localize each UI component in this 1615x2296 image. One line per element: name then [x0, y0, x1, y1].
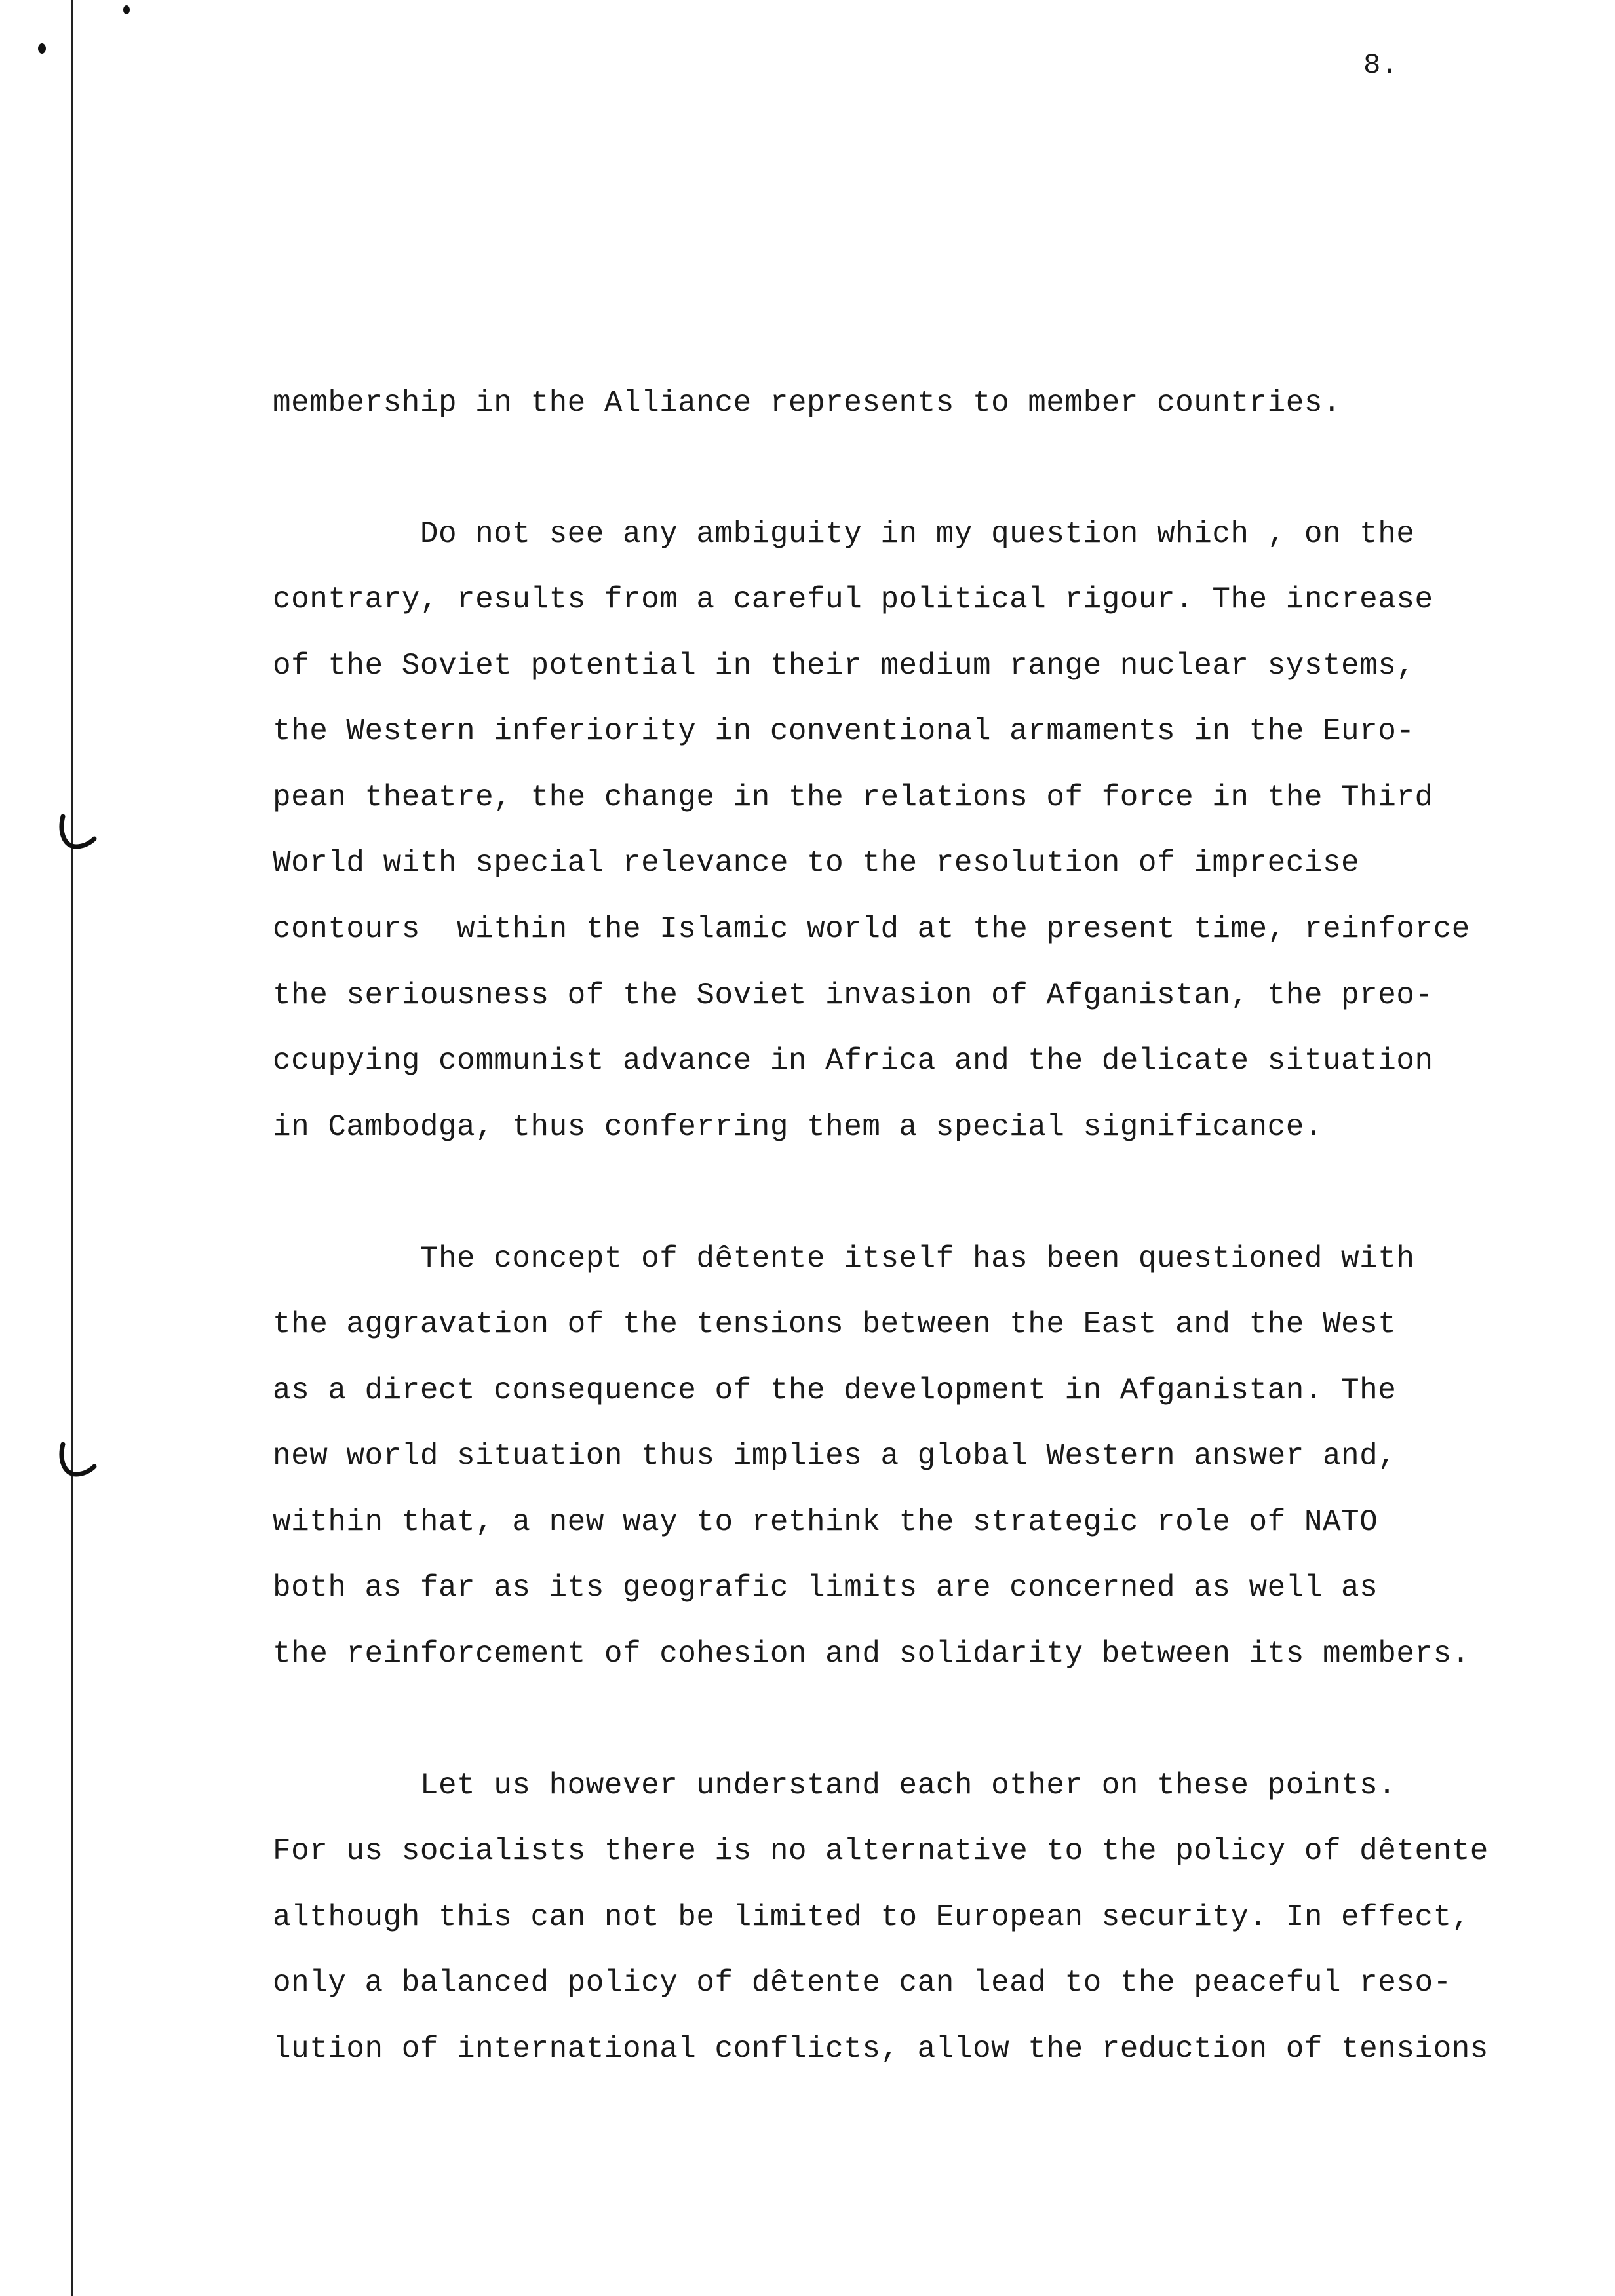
punch-dot-top — [123, 5, 130, 14]
text-line: contrary, results from a careful political rigour. The increase — [273, 583, 1433, 617]
text-line: the seriousness of the Soviet invasion of Afganistan, the preo- — [273, 978, 1433, 1012]
binding-hook-mark-upper — [51, 813, 73, 858]
text-line: new world situation thus implies a global Western answer and, — [273, 1439, 1397, 1473]
text-line: lution of international conflicts, allow the reduction of tensions — [273, 2032, 1489, 2066]
text-line: membership in the Alliance represents to member countries. — [273, 386, 1342, 420]
text-line: Let us however understand each other on these points. — [273, 1769, 1397, 1803]
text-line: within that, a new way to rethink the strategic role of NATO — [273, 1505, 1378, 1539]
text-line: The concept of dêtente itself has been questioned with — [273, 1242, 1415, 1276]
text-line: both as far as its geografic limits are concerned as well as — [273, 1571, 1378, 1605]
text-line: World with special relevance to the resolution of imprecise — [273, 846, 1360, 880]
punch-dot-top-left — [38, 43, 46, 54]
text-line: Do not see any ambiguity in my question which , on the — [273, 517, 1415, 551]
binding-hook-mark-lower — [51, 1440, 73, 1486]
text-line: the reinforcement of cohesion and solidarity between its members. — [273, 1637, 1470, 1671]
text-line: For us socialists there is no alternative to the policy of dêtente — [273, 1834, 1489, 1868]
text-line: contours within the Islamic world at the present time, reinforce — [273, 912, 1470, 946]
text-line: of the Soviet potential in their medium range nuclear systems, — [273, 649, 1415, 683]
text-line: the aggravation of the tensions between the East and the West — [273, 1307, 1397, 1341]
text-line: in Cambodga, thus conferring them a special significance. — [273, 1110, 1323, 1144]
text-line: although this can not be limited to European security. In effect, — [273, 1900, 1470, 1934]
text-line: pean theatre, the change in the relations of force in the Third — [273, 780, 1433, 814]
text-line: as a direct consequence of the development in Afganistan. The — [273, 1373, 1397, 1407]
text-line: the Western inferiority in conventional armaments in the Euro- — [273, 714, 1415, 748]
text-line: ccupying communist advance in Africa and the delicate situation — [273, 1044, 1433, 1078]
binding-margin-line — [71, 0, 73, 2296]
page-number: 8. — [1363, 49, 1398, 82]
text-line: only a balanced policy of dêtente can lead to the peaceful reso- — [273, 1966, 1452, 2000]
